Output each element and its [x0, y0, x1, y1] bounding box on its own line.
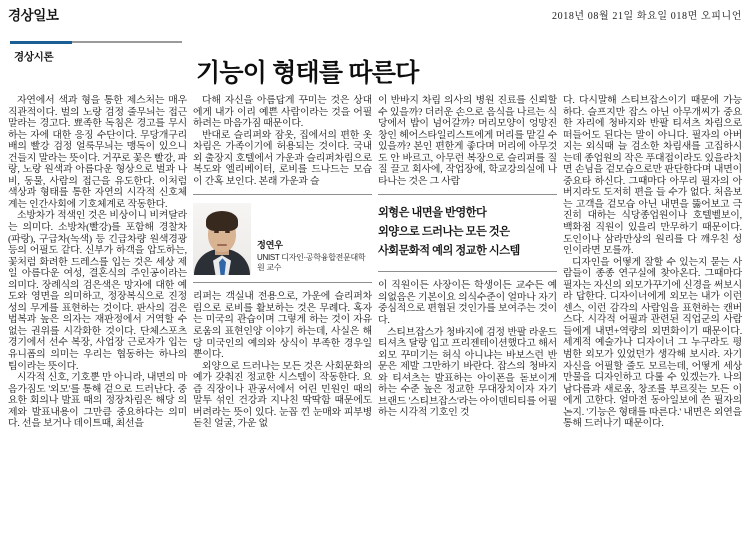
issue-dateline: 2018년 08월 21일 화요일 018면 오피니언 [552, 11, 742, 22]
article-headline: 기능이 형태를 따른다 [196, 58, 419, 87]
author-affiliation: UNIST 디자인·공학융합전문대학원 교수 [257, 252, 366, 272]
article-columns [8, 95, 744, 537]
column-2-text-top [193, 95, 372, 187]
paragraph: 디자인을 어떻게 잘할 수 있는지 묻는 사람들이 종종 연구실에 찾아온다. 그때마다 필자는 자신의 외모가꾸기에 신경을 써보시라 답한다. 디자이너에게 외모는 내가 이런 센스, 이런 감각의 사람임을 표현하는 캔버스다. 시각적 어필과 관련된 직업군의 사람들에게 내면+역량의 외면화이기 때문이다. 세계적 예술가나 디자이너 그 누구라도 평범한 외모가 있었던가 생각해 보시라. 자기자신을 어필할 줄도 모르는데, 어떻게 세상만물을 디자인하고 다룰 수 있겠는가. 나의 남다름과 새로움, 창조를 부르짖는 모든 이에게 고한다. 얼마전 동아일보에 쓴 필자의 논지. '기능은 형태를 따른다.' 내면은 외연을 통해 드러나기 때문이다. [563, 256, 742, 430]
column-4-text [563, 95, 742, 430]
paragraph: 다. 다시말해 스티브잡스이기 때문에 가능하다. 슬프지만 잡스 아닌 아무개씨가 중요한 자리에 청바지와 반팔 티셔츠 차림으로 떠들어도 된다는 말이 아니다. 필자의 아버지는 외식때 늘 검소한 차림새를 고집하시는데 종업원의 작은 푸대접이라도 있을라치면 손님을 겉모습으로만 판단한다며 내면이 중요타 하신다. 그때마다 아무리 필자의 아버지라도 도저히 편을 들 수가 없다. 처음보는 고객을 겉모습 아닌 내면을 뚫어보고 극진히 대하는 식당종업원이나 호텔벨보이, 백화점 직원이 있을리 만무하기 때문이다. 도인이나 삼라만상의 원리를 다 깨우친 성인이라면 모를까. [563, 95, 742, 257]
newspaper-masthead: 경상일보 [8, 8, 59, 23]
author-block-top-rule [193, 194, 372, 195]
pull-quote-line: 외양으로 드러나는 모든 것은 [378, 226, 510, 239]
column-1-text [8, 95, 187, 430]
paragraph: 자연에서 색과 형을 통한 제스처는 매우 직관적이다. 벌의 노랑 검정 줄무늬는 접근 말라는 경고다. 뾰족한 독침은 경고를 무시하는 자에 대한 응징 수단이다. 무당개구리 배의 빨강 검정 얼룩무늬는 맹독이 있으니 건들지 말라는 뜻이다. 거꾸로 꽃은 빨강, 파랑, 노랑 원색과 아름다운 형상으로 벌과 나비, 동물, 사람의 접근을 유도한다. 이처럼 색상과 형태를 통한 자연의 시각적 신호체계는 인간사회에 기호체계로 작동한다. [8, 95, 187, 210]
article-column-1 [8, 95, 187, 537]
section-divider-rule [10, 41, 182, 43]
paragraph: 이 반바지 차림 의사의 병원 진료를 신뢰할 수 있을까? 더러운 손으로 음식을 나르는 식당에서 밥이 넘어갈까? 머리모양이 엉망진창인 헤어스타일리스트에게 머리를 맡길 수 있을까? 본인 편한게 좋다며 머리에 아무것도 안 바르고, 아무런 복장으로 슬리퍼를 질질 끌고 회사에, 작업장에, 학교강의실에 나타나는 것은 그 사람 [378, 95, 557, 187]
section-label: 경상시론 [14, 51, 54, 63]
column-3-text-top [378, 95, 557, 187]
pullquote-bottom-rule [378, 271, 557, 272]
pull-quote [378, 204, 557, 261]
author-block-bottom-rule [193, 282, 372, 283]
paragraph: 이 직원이든 사장이든 학생이든 교수든 예의없음은 기본이요 의식수준이 얼마나 자기중심적으로 편협된 것인가를 보여주는 것이다. [378, 280, 557, 327]
paragraph: 시각적 신호, 기호뿐 만 아니라, 내면의 마음가짐도 '외모'를 통해 겉으로 드러난다. 중요한 회의나 발표 때의 정장차림은 해당 의제와 발표내용이 그만큼 중요하다는 의미다. 선을 보거나 데이트때, 최선을 [8, 372, 187, 430]
author-meta [257, 203, 372, 272]
paragraph: 다해 자신을 아름답게 꾸미는 것은 상대에게 내가 이리 예쁜 사람이라는 것을 어필하려는 마음가짐 때문이다. [193, 95, 372, 130]
paragraph: 소방차가 적색인 것은 비상이니 비켜달라는 의미다. 소방차(빨강)를 포함해 경찰차(파랑), 구급차(녹색) 등 긴급차량 원색경광등의 어필도 같다. 신부가 하객을 압도하는, 꽃처럼 화려한 드레스를 입는 것은 세상 제일 아름다운 여성, 결혼식의 주인공이라는 의미다. 장례식의 검은색은 망자에 대한 예도와 영면을 의미하고, 정장복식으로 진정성의 무게를 표현하는 것이다. 판사의 검은 법복과 높은 의자는 재판정에서 거역할 수 없는 권위를 시각화한 것이다. 단체스포츠경기에서 선수 복장, 사업장 근로자가 입는 유니폼의 의미는 우리는 협동하는 하나의 팀이라는 뜻이다. [8, 210, 187, 372]
pullquote-top-rule [378, 194, 557, 195]
column-2-text-bottom [193, 291, 372, 430]
article-column-3 [378, 95, 557, 537]
article-column-4 [563, 95, 742, 537]
pull-quote-line: 사회문화적 예의 정교한 시스템 [378, 245, 520, 258]
author-block [193, 203, 372, 275]
paragraph: 리퍼는 객실내 전용으로, 가운에 슬리퍼차림으로 로비를 활보하는 것은 무례다. 혹자는 미국의 관습이며 그렇게 하는 것이 자유로움의 표현인양 이야기 하는데, 사실은 해당 미국인의 예의와 상식이 부족한 경우일 뿐이다. [193, 291, 372, 361]
paragraph: 외양으로 드러나는 모든 것은 사회문화의 예가 갖춰진 정교한 시스템이 작동한다. 요즘 직장이나 관공서에서 어린 민원인 때의 말투 섞인 건강과 지나친 딱딱함 때문에도 버려라는 뜻이 있다. 눈꼽 낀 눈매와 피부병 돋친 얼굴, 가운 없 [193, 360, 372, 430]
paragraph: 스티브잡스가 청바지에 검정 반팔 라운드 티셔츠 달랑 입고 프리젠테이션했다고 해서 외모 꾸미기는 허식 아니냐는 바보스런 반문은 제발 그만하기 바란다. 잡스의 청바지와 티셔츠는 발표하는 아이폰을 돋보이게 하는 수준 높은 정교한 무대장치이자 자기브랜드 '스티브잡스'라는 아이덴티티를 어필하는 시각적 기호인 것 [378, 326, 557, 419]
author-portrait-photo [193, 203, 251, 275]
column-3-text-bottom [378, 280, 557, 419]
pull-quote-line: 외형은 내면을 반영한다 [378, 207, 487, 220]
author-name: 정연우 [257, 240, 283, 251]
article-column-2 [193, 95, 372, 537]
paragraph: 반대로 슬리퍼와 잠옷, 집에서의 편한 옷차림은 가족이기에 허용되는 것이다. 국내외 출장지 호텔에서 가운과 슬리퍼차림으로 복도와 엘리베이터, 로비를 드나드는 모습이 간혹 보인다. 본래 가운과 슬 [193, 129, 372, 187]
